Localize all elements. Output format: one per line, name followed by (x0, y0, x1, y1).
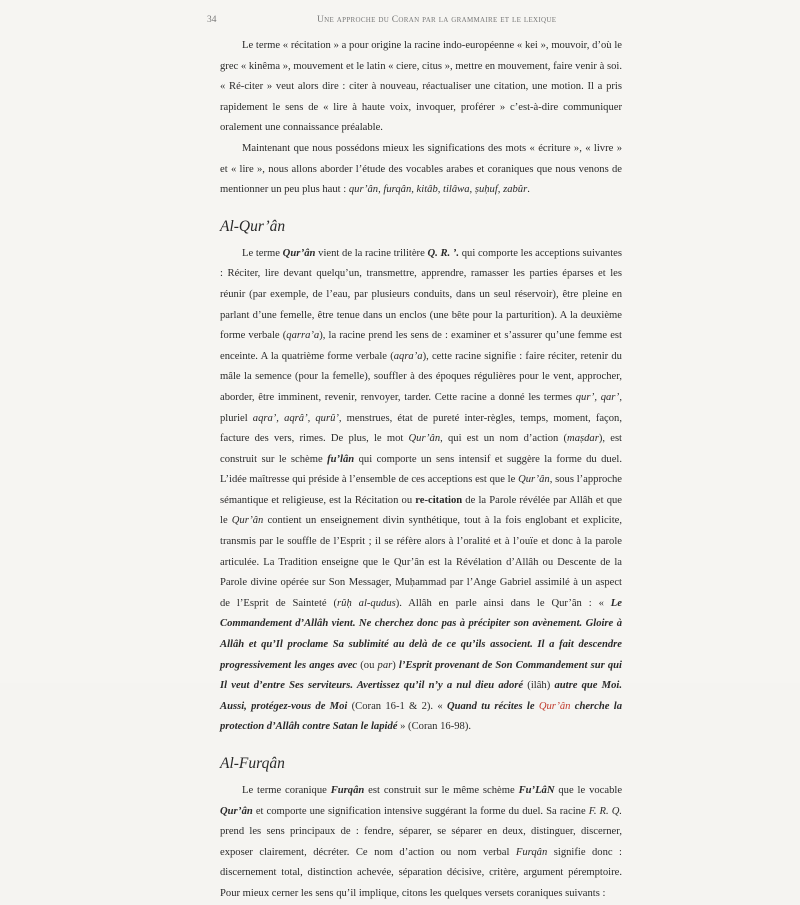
section-heading-furqan: Al-Furqân (220, 755, 285, 772)
paragraph: Le terme Qur’ân vient de la racine trilitère Q. R. ’. qui comporte les acceptions suivantes : Réciter, lire devant quelqu’un, transmettre, apprendre, ramasser les parties éparses et les réunir (par exemple, de l’eau, par plusieurs conduits, dans un seul réservoir), être pleine en parlant d’une femelle, être tenue dans un enclos (une bête pour la parturition). A la deuxième forme verbale (qarra’a), la racine prend les sens de : examiner et s’assurer qu’une femme est enceinte. A la quatrième forme verbale (aqra’a), cette racine signifie : faire réciter, retenir du mâle la semence (pour la femelle), souffler à des époques régulières pour le vent, approcher, aborder, être imminent, revenir, renvoyer, tarder. Cette racine a donné les termes qur’, qar’, pluriel aqra’, aqrâ’, qurû’, menstrues, état de pureté inter-règles, temps, moment, façon, facture des vers, rimes. De plus, le mot Qur’ân, qui est un nom d’action (maṣdar), est construit sur le schème fu’lân qui comporte un sens intensif et suggère la forme du duel. L’idée maîtresse qui préside à l’ensemble de ces acceptions est que le Qur’ân, sous l’approche sémantique et religieuse, est la Récitation ou re-citation de la Parole révélée par Allâh et que le Qur’ân contient un enseignement divin synthétique, tout à la fois englobant et explicite, transmis par le souffle de l’Esprit ; il se réfère alors à l’oralité et à l’ouïe et donc à la parole articulée. La Tradition enseigne que le Qur’ân est la Révélation d’Allâh ou Descente de la Parole divine opérée sur Son Messager, Muḥammad par l’Ange Gabriel assimilé à un aspect de l’Esprit de Sainteté (rûḥ al-qudus). Allâh en parle ainsi dans le Qur’ân : « Le Commandement d’Allâh vient. Ne cherchez donc pas à précipiter son avènement. Gloire à Allâh et qu’Il proclame Sa sublimité au delà de ce qu’ils associent. Il a fait descendre progressivement les anges avec (ou par) l’Esprit provenant de Son Commandement sur qui Il veut d’entre Ses serviteurs. Avertissez qu’il n’y a nul dieu adoré (ilâh) autre que Moi. Aussi, protégez-vous de Moi (Coran 16-1 & 2). « Quand tu récites le Qur’ân cherche la protection d’Allâh contre Satan le lapidé » (Coran 16-98). (220, 247, 623, 733)
paragraph: Maintenant que nous possédons mieux les significations des mots « écriture », « livre » et « lire », nous allons aborder l’étude des vocables arabes et coraniques que nous venons de mentionner un peu plus haut : qur’ân, furqân, kitâb, tilâwa, ṣuḥuf, zabûr. (220, 142, 622, 196)
running-title: Une approche du Coran par la grammaire et le lexique (317, 15, 557, 25)
paragraph: Le terme coranique Furqân est construit sur le même schème Fu’LâN que le vocable Qur’ân et comporte une signification intensive suggérant la forme du duel. Sa racine F. R. Q. prend les sens principaux de : fendre, séparer, se séparer en deux, distinguer, discerner, exposer clairement, décréter. Ce nom d’action ou nom verbal Furqân signifie donc : discernement total, distinction achevée, séparation décisive, critère, argument péremptoire. Pour mieux cerner les sens qu’il implique, citons les quelques versets coraniques suivants : (220, 785, 623, 899)
page-header (207, 15, 743, 29)
section-heading-quran: Al-Qur’ân (220, 217, 286, 235)
page-number: 34 (207, 15, 217, 25)
body-text (220, 36, 622, 905)
paragraph: Le terme « récitation » a pour origine la racine indo-européenne « kei », mouvoir, d’où le grec « kinêma », mouvement et le latin « ciere, citus », mettre en mouvement, faire venir à soi. « Ré-citer » veut alors dire : citer à nouveau, réactualiser une citation, une motion. Il a pris rapidement le sens de « lire à haute voix, invoquer, proférer » c’est-à-dire communiquer oralement une connaissance préalable. (220, 40, 622, 134)
